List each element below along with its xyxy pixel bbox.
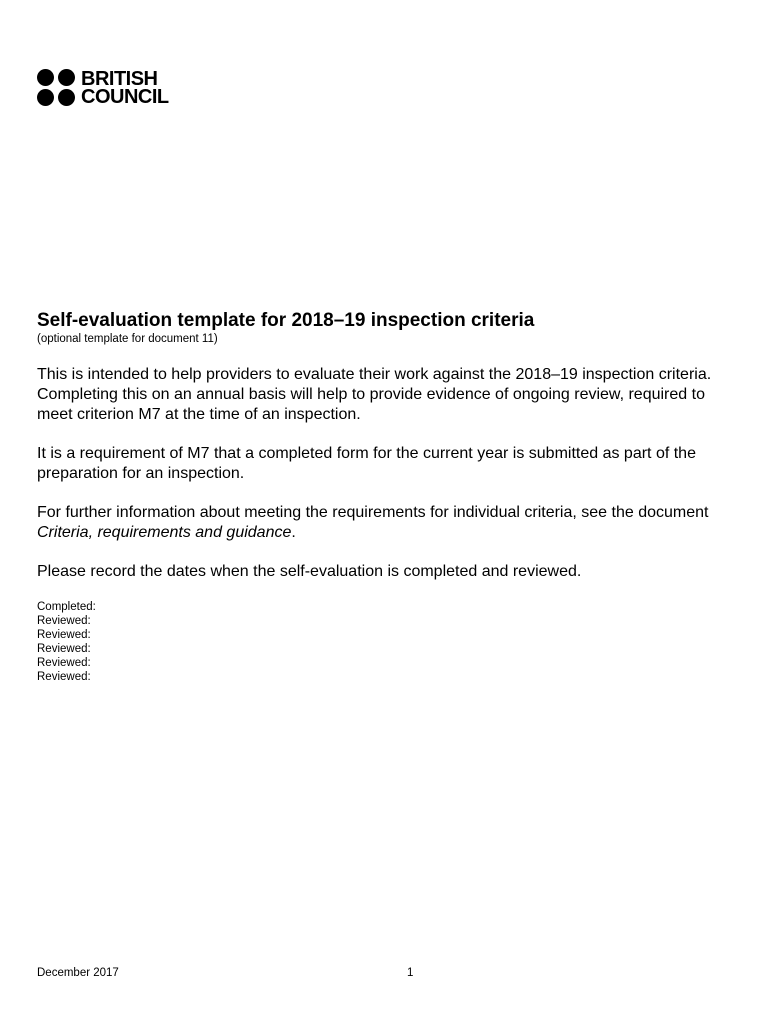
date-reviewed: Reviewed: [37,615,91,627]
dates-list [37,600,96,684]
further-info-text: For further information about meeting the requirements for individual criteria, see the document [37,504,709,521]
date-reviewed: Reviewed: [37,643,91,655]
date-reviewed: Reviewed: [37,629,91,641]
date-reviewed: Reviewed: [37,671,91,683]
date-completed: Completed: [37,601,96,613]
footer-date: December 2017 [37,967,119,979]
document-subtitle: (optional template for document 11) [37,333,218,345]
logo-dots-icon [37,69,75,106]
logo-wordmark [81,67,169,108]
intro-paragraph: This is intended to help providers to evaluate their work against the 2018–19 inspection criteria. Completing this on an annual basis will help to provide evidence of ongoing review, required to meet criterion M7 at the time of an inspection. [37,366,712,423]
logo-line-1: BRITISH [81,67,158,90]
requirement-paragraph: It is a requirement of M7 that a completed form for the current year is submitted as part of the preparation for an inspection. [37,445,696,482]
page-number: 1 [407,967,414,979]
date-reviewed: Reviewed: [37,657,91,669]
logo-line-2: COUNCIL [81,85,169,108]
record-dates-instruction: Please record the dates when the self-evaluation is completed and reviewed. [37,563,582,580]
criteria-document-title: Criteria, requirements and guidance [37,524,292,541]
further-info-end: . [291,524,296,541]
british-council-logo [37,69,169,106]
further-info-paragraph [37,503,737,543]
document-title: Self-evaluation template for 2018–19 inspection criteria [37,310,535,331]
